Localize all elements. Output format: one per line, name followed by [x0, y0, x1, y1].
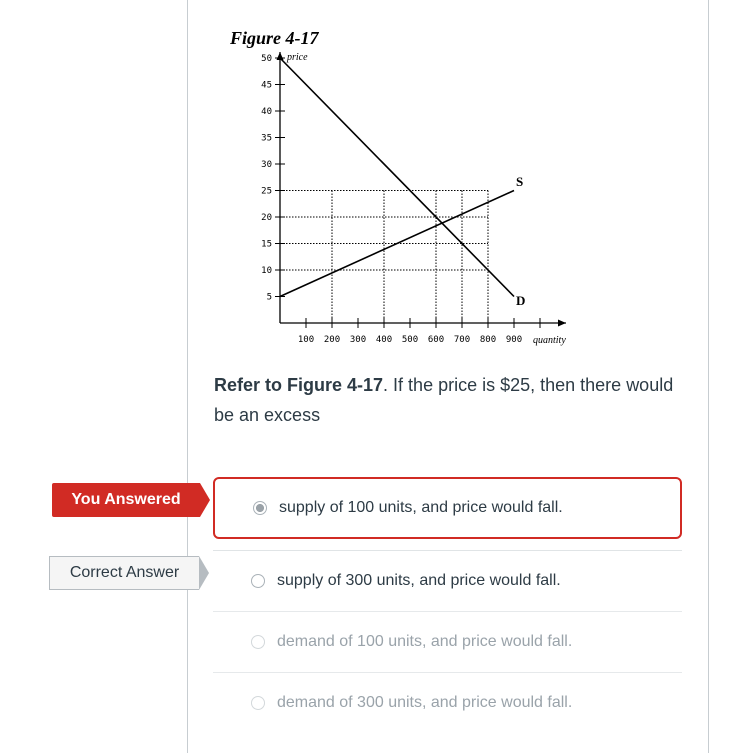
answer-option-4[interactable]	[213, 672, 682, 732]
figure-title: Figure 4-17	[230, 28, 319, 48]
x-tick-label: 800	[479, 335, 497, 345]
x-tick-label: 300	[349, 335, 367, 345]
radio-selected-icon[interactable]	[253, 501, 267, 515]
supply-label: S	[516, 174, 524, 189]
demand-label: D	[516, 293, 526, 308]
x-tick-label: 600	[427, 335, 445, 345]
answer-option-2[interactable]	[213, 550, 682, 610]
answer-text: supply of 100 units, and price would fall.	[279, 499, 563, 516]
x-tick-label: 400	[375, 335, 393, 345]
flag-arrow	[199, 556, 209, 590]
question-body: . If the price is $25, then there would be an excess	[214, 375, 674, 425]
y-tick-label: 35	[261, 133, 272, 144]
answer-text: demand of 100 units, and price would fall.	[277, 632, 573, 650]
y-tick-label: 30	[261, 160, 272, 170]
flag-arrow	[200, 483, 210, 517]
x-tick-label: 200	[323, 335, 341, 345]
y-tick-label: 10	[261, 266, 272, 276]
demand-curve	[280, 58, 514, 297]
y-axis-label: price	[287, 52, 308, 63]
radio-icon[interactable]	[251, 635, 265, 649]
you-answered-label: You Answered	[52, 483, 200, 517]
question-text	[214, 370, 684, 430]
radio-icon[interactable]	[251, 696, 265, 710]
y-tick-label: 25	[261, 186, 272, 197]
you-answered-flag	[52, 483, 210, 517]
x-tick-label: 100	[297, 335, 315, 345]
y-tick-label: 5	[266, 292, 272, 303]
figure-4-17	[225, 22, 595, 352]
answer-option-3[interactable]	[213, 611, 682, 671]
answer-text: demand of 300 units, and price would fall.	[277, 693, 573, 711]
x-tick-label: 500	[401, 335, 419, 345]
correct-answer-flag	[49, 556, 209, 590]
y-tick-label: 45	[261, 80, 272, 91]
x-axis-label: quantity	[533, 335, 566, 346]
radio-icon[interactable]	[251, 574, 265, 588]
figure-reference: Refer to Figure 4-17	[214, 375, 384, 395]
y-tick-label: 20	[261, 213, 272, 223]
y-tick-label: 50	[261, 54, 272, 64]
y-tick-label: 15	[261, 239, 272, 250]
answer-option-1[interactable]	[213, 477, 682, 539]
left-divider	[187, 0, 188, 753]
correct-answer-label: Correct Answer	[49, 556, 199, 590]
x-tick-label: 700	[453, 335, 471, 345]
x-tick-label: 900	[505, 335, 523, 345]
supply-demand-chart	[225, 22, 595, 352]
x-axis-arrow	[558, 320, 566, 327]
answer-text: supply of 300 units, and price would fall.	[277, 571, 561, 589]
y-tick-label: 40	[261, 107, 272, 117]
right-divider	[708, 0, 709, 753]
